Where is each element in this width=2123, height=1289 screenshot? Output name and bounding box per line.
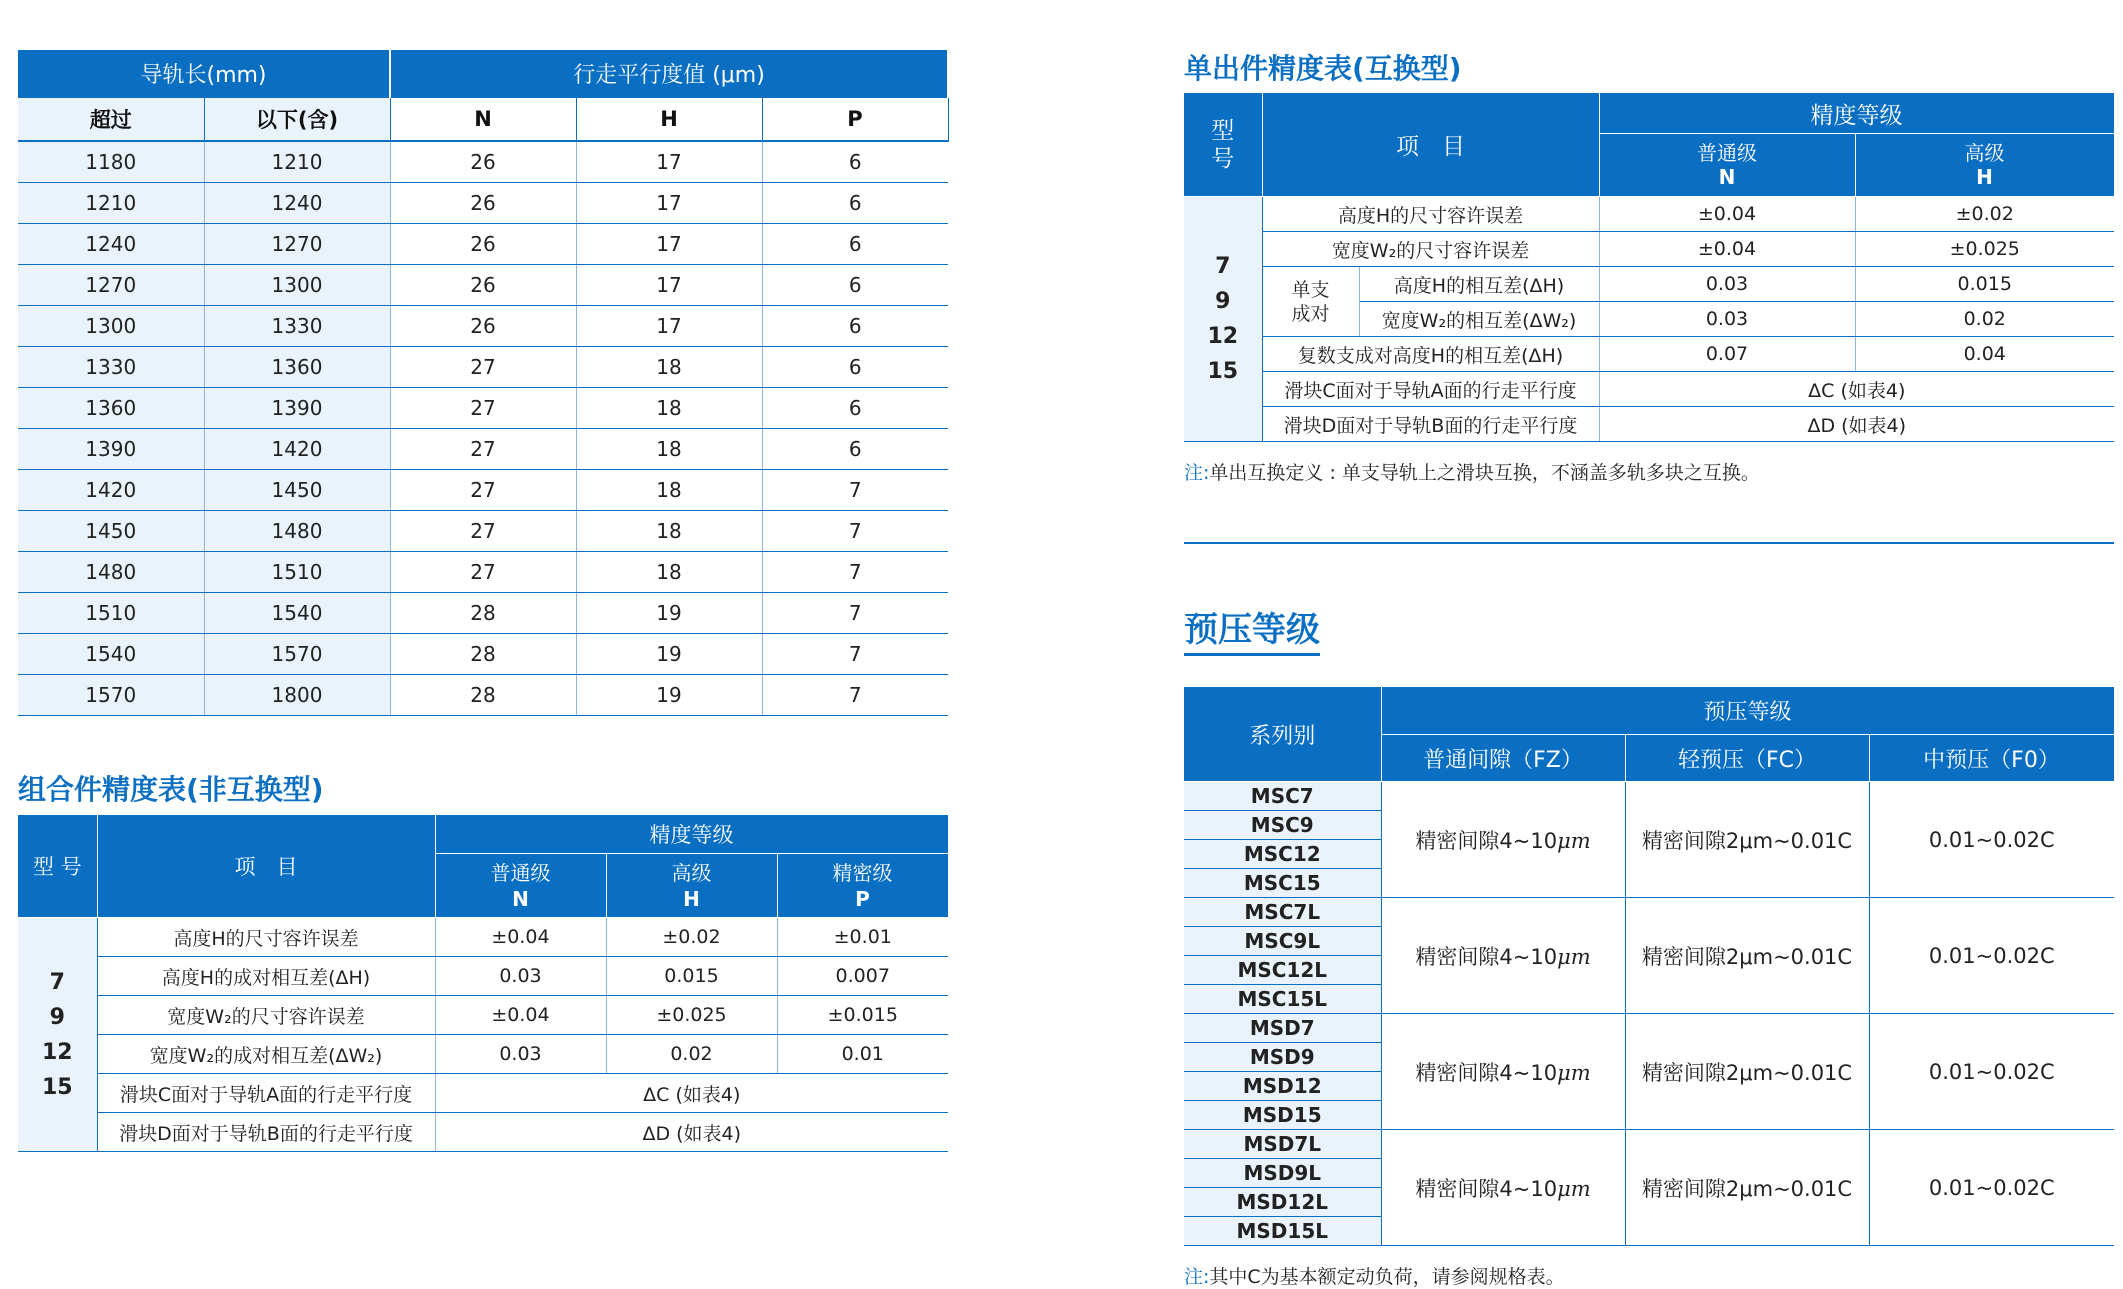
table-cell: 1570 [18,675,204,716]
value-cell: 0.03 [1599,267,1855,302]
table-cell: 6 [762,388,948,429]
table-cell: 27 [390,388,576,429]
item-d-parallelism: 滑块D面对于导轨B面的行走平行度 [1262,407,1599,442]
value-cell: 0.015 [606,957,777,996]
grade-n: 普通级 N [435,854,606,918]
rail-parallelism-table [18,50,949,716]
table-row [18,265,948,306]
table-row [18,306,948,347]
table-cell: 1240 [204,183,390,224]
subheader-n: N [390,98,576,142]
model-list: 7 9 12 15 [18,918,97,1152]
value-cell: ΔD (如表4) [1599,407,2114,442]
series-cell: MSC7 [1184,782,1381,811]
item-cell: 宽度W₂的尺寸容许误差 [97,996,435,1035]
table-cell: 27 [390,429,576,470]
table-cell: 17 [576,306,762,347]
fz-value: 精密间隙4~10μm [1381,1130,1625,1246]
subheader-upto: 以下(含) [204,98,390,142]
value-cell: 0.03 [435,1035,606,1074]
table-cell: 6 [762,183,948,224]
table-cell: 7 [762,634,948,675]
table-cell: 1540 [18,634,204,675]
table-cell: 1450 [204,470,390,511]
value-cell: ±0.04 [435,996,606,1035]
table-cell: 1330 [204,306,390,347]
value-cell: ±0.02 [1855,197,2114,232]
table-cell: 1420 [18,470,204,511]
header-parallelism: 行走平行度值 (μm) [390,50,948,98]
table-row [18,918,948,957]
item-c-parallelism: 滑块C面对于导轨A面的行走平行度 [1262,372,1599,407]
table-row [18,675,948,716]
item-cell: 滑块D面对于导轨B面的行走平行度 [97,1113,435,1152]
table-row [18,1035,948,1074]
value-cell: ±0.01 [777,918,948,957]
table-cell: 17 [576,141,762,183]
header-grade: 精度等级 [435,815,948,854]
table-row [18,141,948,183]
fz-value: 精密间隙4~10μm [1381,898,1625,1014]
table-cell: 1420 [204,429,390,470]
value-cell: ±0.04 [1599,197,1855,232]
table-cell: 1210 [204,141,390,183]
table-cell: 28 [390,675,576,716]
fz-value: 精密间隙4~10μm [1381,1014,1625,1130]
fc-value: 精密间隙2μm~0.01C [1625,898,1869,1014]
table-row [1184,1014,2114,1043]
value-cell: ±0.04 [435,918,606,957]
header-series: 系列别 [1184,687,1381,782]
series-cell: MSD15L [1184,1217,1381,1246]
value-cell: ΔC (如表4) [435,1074,948,1113]
table-cell: 28 [390,593,576,634]
table-cell: 27 [390,347,576,388]
table-cell: 1300 [204,265,390,306]
table-cell: 6 [762,141,948,183]
table-cell: 27 [390,470,576,511]
table-cell: 1360 [204,347,390,388]
table-cell: 26 [390,141,576,183]
value-cell: 0.03 [1599,302,1855,337]
table-cell: 1510 [18,593,204,634]
subheader-p: P [762,98,948,142]
table-cell: 1270 [18,265,204,306]
table-cell: 18 [576,511,762,552]
table-cell: 1390 [18,429,204,470]
table-cell: 26 [390,306,576,347]
table-row [18,347,948,388]
value-cell: 0.03 [435,957,606,996]
table-cell: 7 [762,675,948,716]
model-list: 7 9 12 15 [1184,197,1262,442]
table-cell: 18 [576,429,762,470]
table-row [1184,898,2114,927]
table-cell: 1800 [204,675,390,716]
table-row [18,1113,948,1152]
series-cell: MSC9 [1184,811,1381,840]
series-cell: MSD9 [1184,1043,1381,1072]
table-cell: 18 [576,388,762,429]
value-cell: 0.015 [1855,267,2114,302]
table-row [18,957,948,996]
table-row [18,593,948,634]
group-label-single-pair: 单支 成对 [1262,267,1359,337]
table-cell: 26 [390,265,576,306]
table-cell: 1270 [204,224,390,265]
table-cell: 1570 [204,634,390,675]
item-height-diff: 高度H的相互差(ΔH) [1359,267,1599,302]
f0-value: 0.01~0.02C [1869,1130,2114,1246]
value-cell: ΔD (如表4) [435,1113,948,1152]
table-cell: 7 [762,552,948,593]
series-cell: MSC12L [1184,956,1381,985]
item-cell: 滑块C面对于导轨A面的行走平行度 [97,1074,435,1113]
fc-value: 精密间隙2μm~0.01C [1625,782,1869,898]
section-divider [1184,542,2114,544]
table-cell: 1300 [18,306,204,347]
table-row [18,429,948,470]
series-cell: MSD15 [1184,1101,1381,1130]
table-cell: 1390 [204,388,390,429]
table-cell: 1360 [18,388,204,429]
header-grade: 精度等级 [1599,93,2114,134]
table-row [18,996,948,1035]
header-item: 项 目 [97,815,435,918]
fc-value: 精密间隙2μm~0.01C [1625,1130,1869,1246]
item-height-tolerance: 高度H的尺寸容许误差 [1262,197,1599,232]
col-fz: 普通间隙（FZ） [1381,735,1625,782]
table-cell: 1480 [18,552,204,593]
table-cell: 17 [576,183,762,224]
table3-title: 单出件精度表(互换型) [1184,52,1462,85]
preload-table [1184,687,2115,1246]
value-cell: 0.01 [777,1035,948,1074]
item-cell: 宽度W₂的成对相互差(ΔW₂) [97,1035,435,1074]
table-cell: 18 [576,552,762,593]
value-cell: 0.04 [1855,337,2114,372]
table-cell: 18 [576,347,762,388]
table-row [1184,782,2114,811]
table-row [18,511,948,552]
table-cell: 17 [576,265,762,306]
table-row [18,1074,948,1113]
header-preload: 预压等级 [1381,687,2114,735]
series-cell: MSC15 [1184,869,1381,898]
subheader-h: H [576,98,762,142]
table-cell: 17 [576,224,762,265]
value-cell: ±0.025 [606,996,777,1035]
value-cell: ±0.015 [777,996,948,1035]
table-row [18,183,948,224]
grade-p: 精密级 P [777,854,948,918]
value-cell: 0.07 [1599,337,1855,372]
table-cell: 27 [390,511,576,552]
value-cell: 0.007 [777,957,948,996]
table-cell: 1540 [204,593,390,634]
assembly-accuracy-table [18,815,949,1152]
item-cell: 高度H的成对相互差(ΔH) [97,957,435,996]
item-multi-height-diff: 复数支成对高度H的相互差(ΔH) [1262,337,1599,372]
value-cell: ΔC (如表4) [1599,372,2114,407]
series-cell: MSD7 [1184,1014,1381,1043]
table-cell: 7 [762,511,948,552]
grade-h: 高级 H [606,854,777,918]
table-cell: 1330 [18,347,204,388]
table-row [18,470,948,511]
grade-h: 高级 H [1855,134,2114,197]
series-cell: MSC15L [1184,985,1381,1014]
table3-note: 注:单出互换定义 : 单支导轨上之滑块互换，不涵盖多轨多块之互换。 [1184,462,1760,484]
item-width-tolerance: 宽度W₂的尺寸容许误差 [1262,232,1599,267]
table-cell: 7 [762,593,948,634]
header-item: 项 目 [1262,93,1599,197]
series-cell: MSC12 [1184,840,1381,869]
value-cell: ±0.02 [606,918,777,957]
value-cell: ±0.025 [1855,232,2114,267]
table-row [1184,1130,2114,1159]
table-row [18,224,948,265]
col-f0: 中预压（F0） [1869,735,2114,782]
table-cell: 26 [390,224,576,265]
value-cell: 0.02 [1855,302,2114,337]
table-row [18,388,948,429]
table-row [18,634,948,675]
table-cell: 27 [390,552,576,593]
series-cell: MSC7L [1184,898,1381,927]
table-cell: 1480 [204,511,390,552]
table-cell: 1210 [18,183,204,224]
table-cell: 6 [762,265,948,306]
table4-note: 注:其中C为基本额定动负荷，请参阅规格表。 [1184,1266,1565,1288]
series-cell: MSC9L [1184,927,1381,956]
series-cell: MSD12L [1184,1188,1381,1217]
table-cell: 26 [390,183,576,224]
series-cell: MSD9L [1184,1159,1381,1188]
f0-value: 0.01~0.02C [1869,898,2114,1014]
subheader-over: 超过 [18,98,204,142]
table-cell: 1510 [204,552,390,593]
value-cell: ±0.04 [1599,232,1855,267]
table-cell: 6 [762,224,948,265]
table-cell: 19 [576,634,762,675]
item-width-diff: 宽度W₂的相互差(ΔW₂) [1359,302,1599,337]
f0-value: 0.01~0.02C [1869,1014,2114,1130]
table-cell: 19 [576,593,762,634]
header-model: 型 号 [1184,93,1262,197]
interchangeable-accuracy-table [1184,93,2115,442]
table-cell: 19 [576,675,762,716]
table-cell: 6 [762,347,948,388]
fc-value: 精密间隙2μm~0.01C [1625,1014,1869,1130]
header-model: 型 号 [18,815,97,918]
fz-value: 精密间隙4~10μm [1381,782,1625,898]
item-cell: 高度H的尺寸容许误差 [97,918,435,957]
table-cell: 18 [576,470,762,511]
table-cell: 6 [762,306,948,347]
table-cell: 1180 [18,141,204,183]
header-rail-length: 导轨长(mm) [18,50,390,98]
table-cell: 28 [390,634,576,675]
table2-title: 组合件精度表(非互换型) [18,773,324,806]
table-cell: 1240 [18,224,204,265]
table-cell: 1450 [18,511,204,552]
col-fc: 轻预压（FC） [1625,735,1869,782]
f0-value: 0.01~0.02C [1869,782,2114,898]
table-cell: 7 [762,470,948,511]
value-cell: 0.02 [606,1035,777,1074]
table-cell: 6 [762,429,948,470]
grade-n: 普通级 N [1599,134,1855,197]
preload-section-title: 预压等级 [1184,602,1320,656]
series-cell: MSD12 [1184,1072,1381,1101]
table-row [18,552,948,593]
series-cell: MSD7L [1184,1130,1381,1159]
